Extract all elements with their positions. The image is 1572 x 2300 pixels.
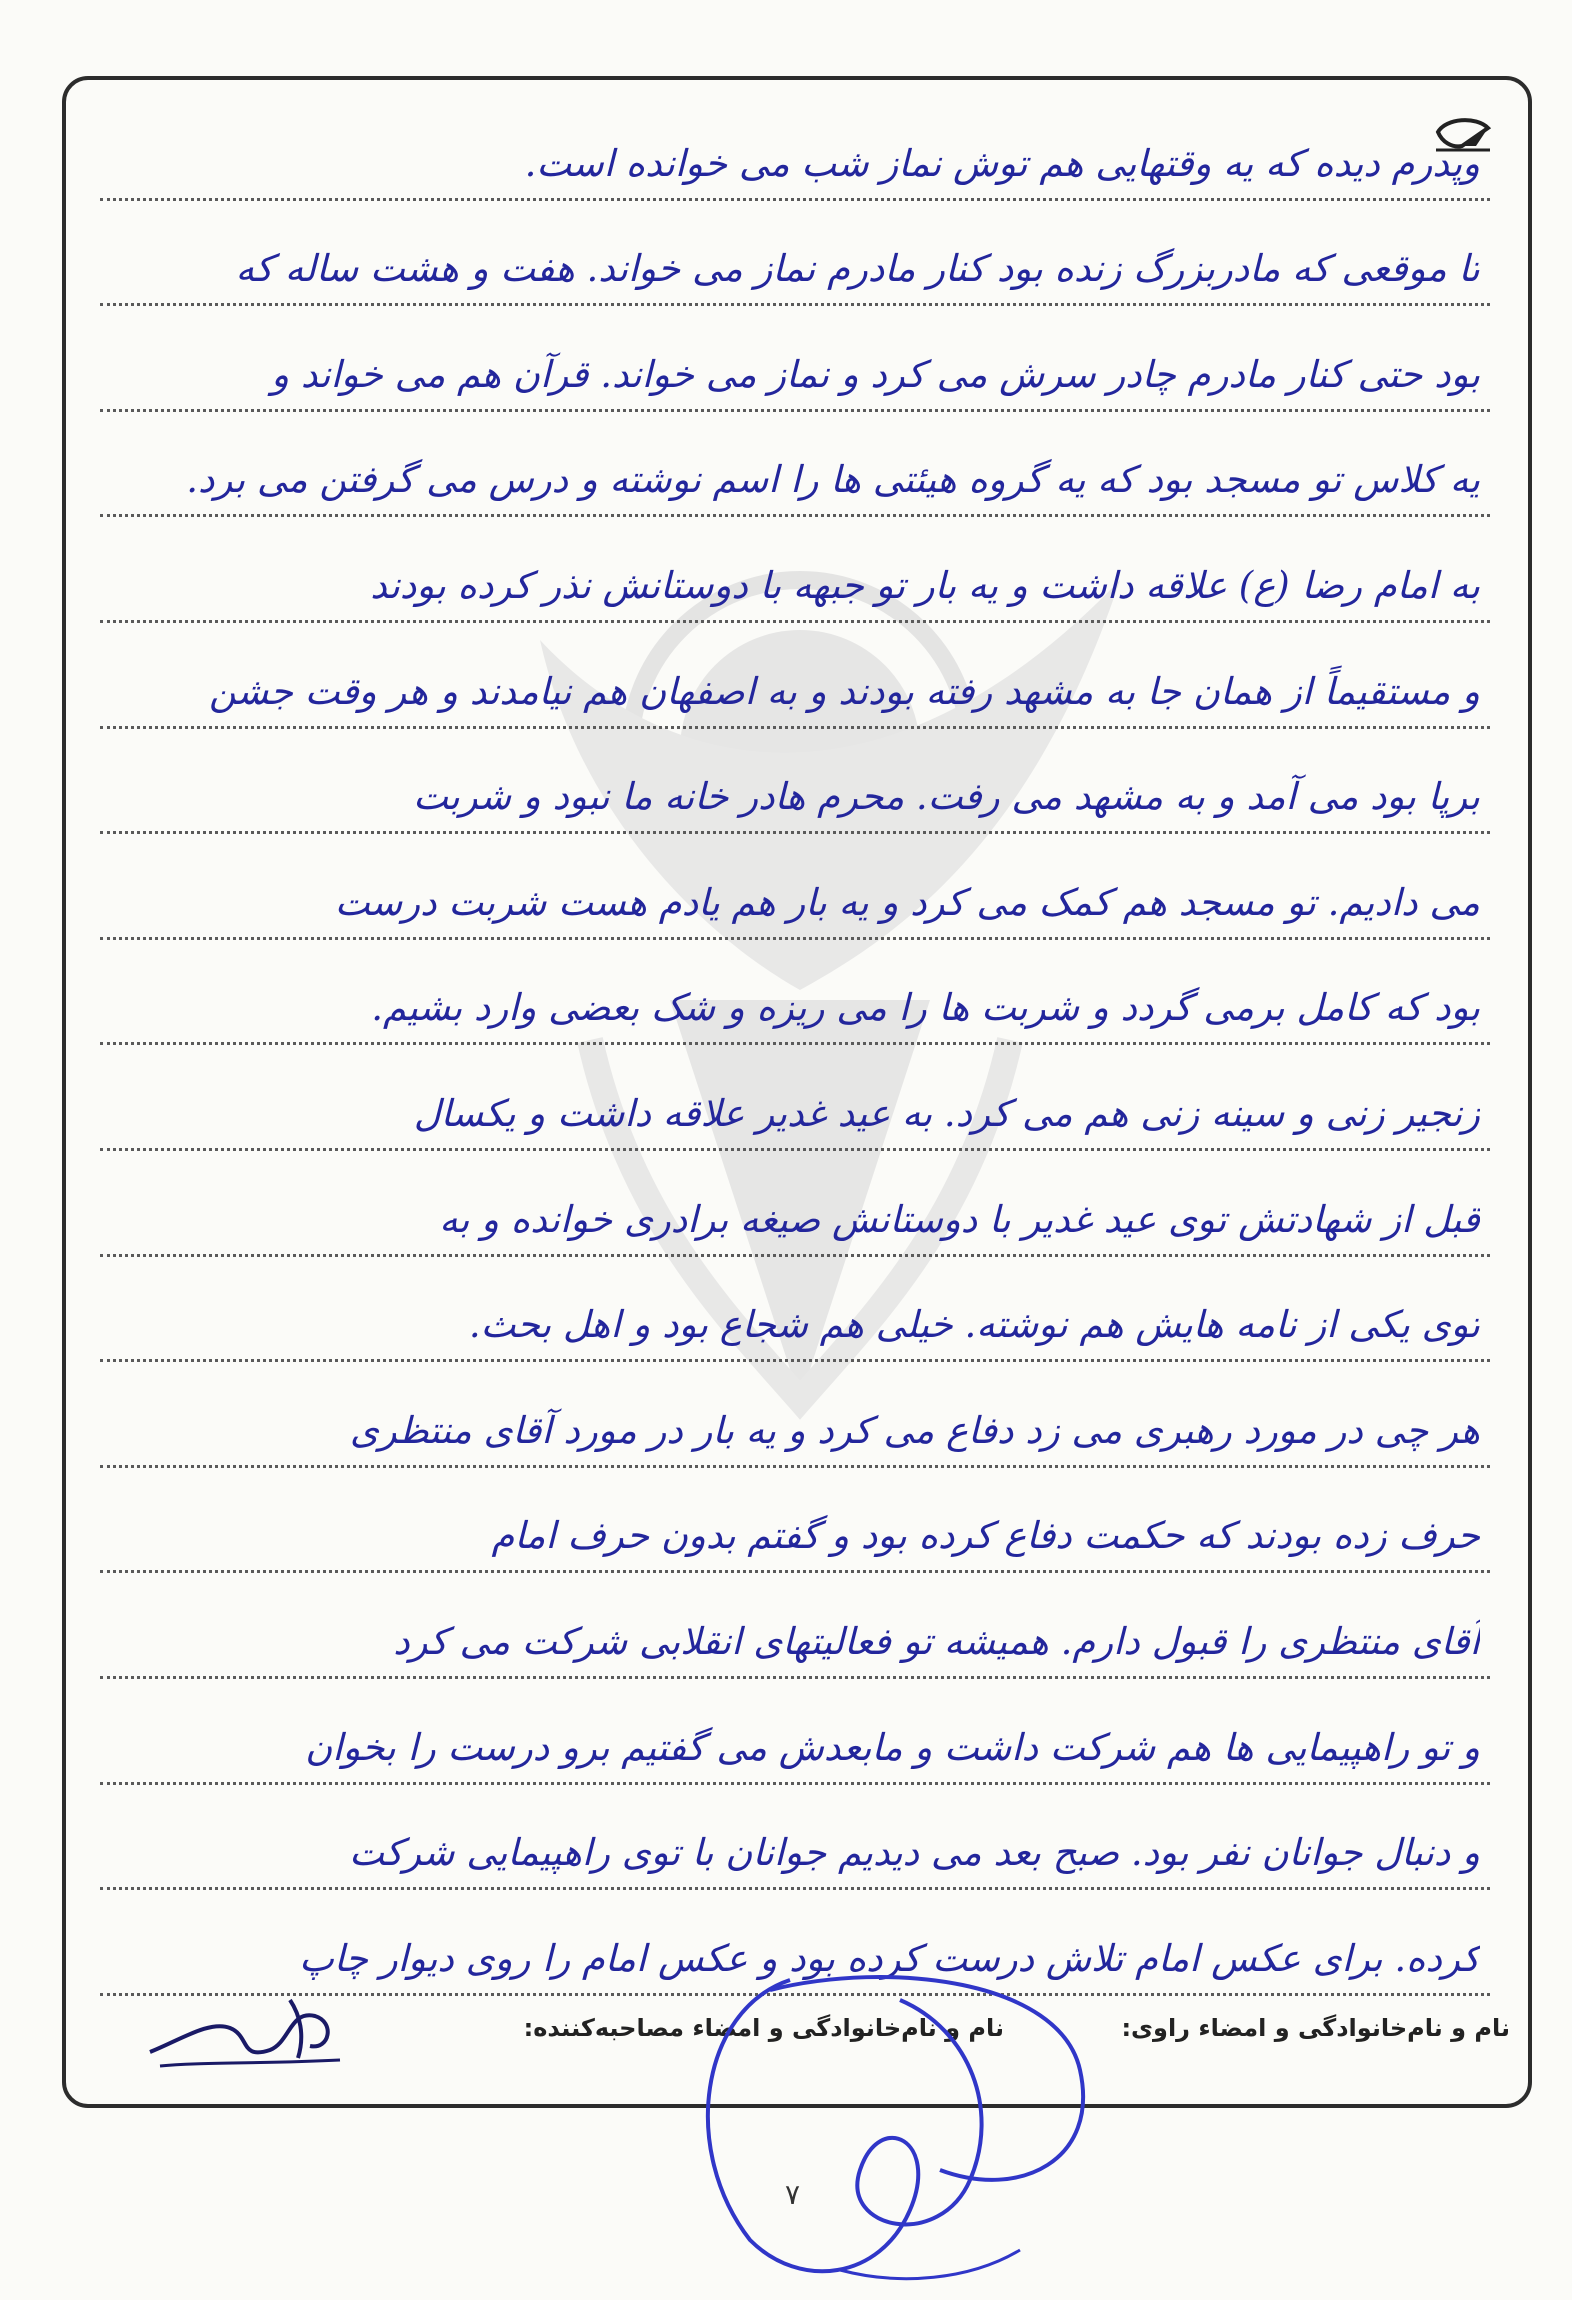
text-line [100,201,1490,307]
narrator-signature [140,1980,350,2070]
line-text: زنجیر زنی و سینه زنی هم می کرد. به عید غدیر علاقه داشت و یکسال [413,1091,1480,1135]
handwritten-lines [100,95,1490,1996]
text-line [100,1679,1490,1785]
text-line [100,1362,1490,1468]
line-text: برپا بود می آمد و به مشهد می رفت. محرم هادر خانه ما نبود و شربت [413,775,1480,819]
narrator-signature-label: نام و نام‌خانوادگی و امضاء راوی: [1121,2014,1510,2042]
line-text: و مستقیماً از همان جا به مشهد رفته بودند و به اصفهان هم نیامدند و هر وقت جشن [208,669,1480,713]
line-text: به امام رضا (ع) علاقه داشت و یه بار تو جبهه با دوستانش نذر کرده بودند [370,563,1480,607]
line-text: تا موقعی که مادربزرگ زنده بود کنار مادرم نماز می خواند. هفت و هشت ساله که [235,247,1480,291]
line-text: هر چی در مورد رهبری می زد دفاع می کرد و یه بار در مورد آقای منتظری [349,1408,1480,1452]
text-line [100,834,1490,940]
text-line [100,1151,1490,1257]
line-text: و دنبال جوانان نفر بود. صبح بعد می دیدیم جوانان با توی راهپیمایی شرکت [349,1831,1480,1875]
text-line [100,940,1490,1046]
line-text: می دادیم. تو مسجد هم کمک می کرد و یه بار هم یادم هست شربت درست [334,880,1480,924]
text-line [100,1468,1490,1574]
text-line [100,517,1490,623]
line-text: وپدرم دیده که یه وقتهایی هم توش نماز شب می خوانده است. [524,141,1480,185]
text-line [100,95,1490,201]
interviewer-signature [640,1950,1120,2290]
line-text: بود حتی کنار مادرم چادر سرش می کرد و نماز می خواند. قرآن هم می خواند و [271,352,1480,396]
line-text: قبل از شهادتش توی عید غدیر با دوستانش صیغه برادری خوانده و به [439,1197,1480,1241]
line-text: و تو راهپیمایی ها هم شرکت داشت و مابعدش می گفتیم برو درست را بخوان [305,1725,1480,1769]
line-text: بود که کامل برمی گردد و شربت ها را می ریزه و شک بعضی وارد بشیم. [371,986,1480,1030]
text-line [100,412,1490,518]
text-line [100,306,1490,412]
interviewer-signature-label: نام و نام‌خانوادگی و امضاء مصاحبه‌کننده: [523,2014,1004,2042]
text-line [100,1785,1490,1891]
line-text: حرف زده بودند که حکمت دفاع کرده بود و گفتم بدون حرف امام [491,1514,1480,1558]
page-number: ۷ [785,2178,801,2211]
text-line [100,623,1490,729]
text-line [100,1045,1490,1151]
text-line [100,729,1490,835]
line-text: کرده. برای عکس امام تلاش درست کرده بود و عکس امام را روی دیوار چاپ [299,1936,1480,1980]
text-line [100,1573,1490,1679]
line-text: توی یکی از نامه هایش هم نوشته. خیلی هم شجاع بود و اهل بحث. [468,1303,1480,1347]
line-text: یه کلاس تو مسجد بود که یه گروه هیئتی ها را اسم نوشته و درس می گرفتن می برد. [186,458,1480,502]
line-text: آقای منتظری را قبول دارم. همیشه تو فعالیتهای انقلابی شرکت می کرد [393,1619,1480,1663]
text-line [100,1257,1490,1363]
